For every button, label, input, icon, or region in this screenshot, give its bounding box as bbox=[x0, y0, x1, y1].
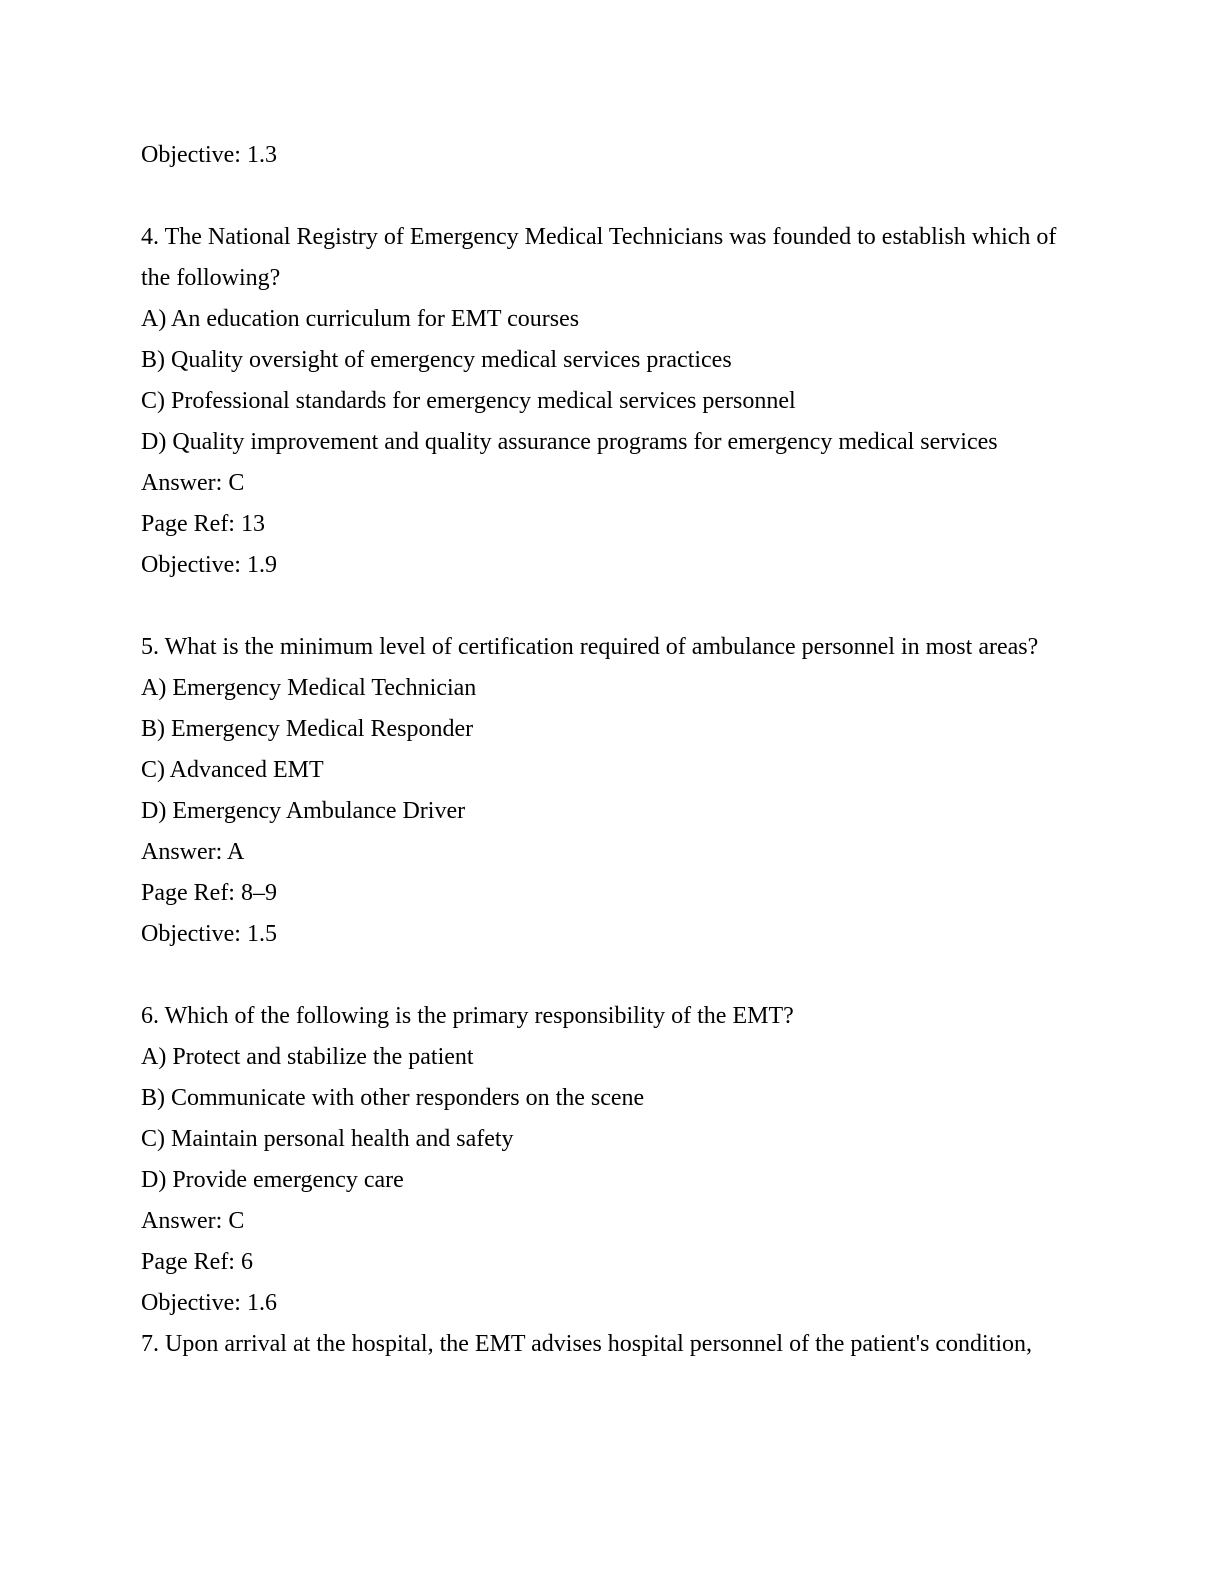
option-b: B) Communicate with other responders on the scene bbox=[141, 1085, 645, 1111]
option-c: C) Advanced EMT bbox=[141, 757, 324, 783]
option-d: D) Provide emergency care bbox=[141, 1167, 404, 1193]
text-column bbox=[141, 135, 1081, 1365]
option-b: B) Emergency Medical Responder bbox=[141, 716, 474, 742]
option-c: C) Maintain personal health and safety bbox=[141, 1126, 514, 1152]
question-6-block bbox=[141, 996, 1081, 1324]
question-7-stem-partial: 7. Upon arrival at the hospital, the EMT advises hospital personnel of the patient's condition, bbox=[141, 1331, 1033, 1357]
option-c: C) Professional standards for emergency medical services personnel bbox=[141, 388, 796, 414]
objective-line: Objective: 1.9 bbox=[141, 552, 277, 578]
objective-line: Objective: 1.3 bbox=[141, 142, 277, 168]
option-a: A) An education curriculum for EMT courses bbox=[141, 306, 580, 332]
option-d: D) Quality improvement and quality assurance programs for emergency medical services bbox=[141, 429, 998, 455]
question-stem: 5. What is the minimum level of certification required of ambulance personnel in most areas? bbox=[141, 634, 1039, 660]
question-4-block bbox=[141, 217, 1081, 586]
option-d: D) Emergency Ambulance Driver bbox=[141, 798, 466, 824]
question-stem: 6. Which of the following is the primary responsibility of the EMT? bbox=[141, 1003, 794, 1029]
objective-line: Objective: 1.6 bbox=[141, 1290, 277, 1316]
page-ref-line: Page Ref: 8–9 bbox=[141, 880, 277, 906]
page-ref-line: Page Ref: 13 bbox=[141, 511, 265, 537]
answer-line: Answer: C bbox=[141, 1208, 245, 1234]
page-ref-line: Page Ref: 6 bbox=[141, 1249, 253, 1275]
objective-line: Objective: 1.5 bbox=[141, 921, 277, 947]
answer-line: Answer: A bbox=[141, 839, 245, 865]
question-5-block bbox=[141, 627, 1081, 955]
option-a: A) Emergency Medical Technician bbox=[141, 675, 477, 701]
option-b: B) Quality oversight of emergency medical services practices bbox=[141, 347, 732, 373]
question-stem: 4. The National Registry of Emergency Medical Technicians was founded to establish which of the following? bbox=[141, 224, 1057, 291]
answer-line: Answer: C bbox=[141, 470, 245, 496]
option-a: A) Protect and stabilize the patient bbox=[141, 1044, 474, 1070]
